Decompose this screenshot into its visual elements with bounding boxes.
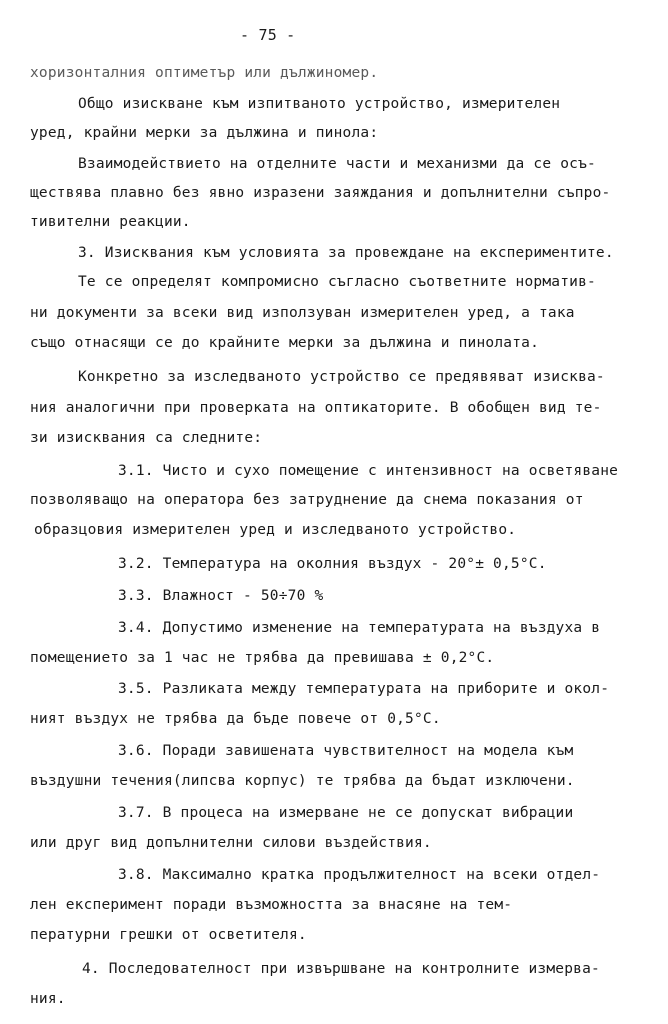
item-3-7: 3.7. В процеса на измерване не се допускат вибрации <box>118 805 574 821</box>
text-line-9: ни документи за всеки вид използуван измерителен уред, а така <box>30 305 575 321</box>
text-line-28: лен експеримент поради възможността за внасяне на тем- <box>30 897 513 913</box>
item-3-1: 3.1. Чисто и сухо помещение с интензивност на осветяване <box>118 463 619 479</box>
page-number: - 75 - <box>240 26 296 44</box>
text-line-31: ния. <box>30 991 66 1007</box>
text-line-22: ният въздух не трябва да бъде повече от 0,5°С. <box>30 711 441 727</box>
text-line-24: въздушни течения(липсва корпус) те трябва да бъдат изключени. <box>30 773 575 789</box>
item-3-4: 3.4. Допустимо изменение на температурата на въздуха в <box>118 620 601 636</box>
item-3-2: 3.2. Температура на околния въздух - 20°± 0,5°С. <box>118 556 547 572</box>
text-line-6: тивителни реакции. <box>30 214 191 230</box>
text-line-3: уред, крайни мерки за дължина и пинола: <box>30 125 379 141</box>
text-line-8: Те се определят компромисно съгласно съответните норматив- <box>78 274 596 290</box>
text-line-10: също отнасящи се до крайните мерки за дължина и пинолата. <box>30 335 539 351</box>
item-3-6: 3.6. Поради завишената чувствителност на модела към <box>118 743 574 759</box>
section-heading-3: 3. Изисквания към условията за провеждане на експериментите. <box>78 245 614 261</box>
text-line-4: Взаимодействието на отделните части и механизми да се осъ- <box>78 156 596 172</box>
text-line-13: зи изисквания са следните: <box>30 430 263 446</box>
item-3-8: 3.8. Максимално кратка продължителност на всеки отдел- <box>118 867 601 883</box>
text-line-1: хоризонталния оптиметър или дължиномер. <box>30 65 379 81</box>
item-3-5: 3.5. Разликата между температурата на приборите и окол- <box>118 681 610 697</box>
text-line-20: помещението за 1 час не трябва да превишава ± 0,2°С. <box>30 650 495 666</box>
section-heading-4: 4. Последователност при извършване на контролните измерва- <box>82 961 600 977</box>
text-line-15: позволяващо на оператора без затруднение да снема показания от <box>30 492 584 508</box>
text-line-16: образцовия измерителен уред и изследваното устройство. <box>34 522 517 538</box>
text-line-5: ществява плавно без явно изразени заяждания и допълнителни съпро- <box>30 185 611 201</box>
text-line-29: пературни грешки от осветителя. <box>30 927 307 943</box>
text-line-11: Конкретно за изследваното устройство се предявяват изисква- <box>78 369 605 385</box>
item-3-3: 3.3. Влажност - 50÷70 % <box>118 588 324 604</box>
text-line-2: Общо изискване към изпитваното устройство, измерителен <box>78 96 561 112</box>
text-line-26: или друг вид допълнителни силови въздействия. <box>30 835 432 851</box>
text-line-12: ния аналогични при проверката на оптикаторите. В обобщен вид те- <box>30 400 602 416</box>
